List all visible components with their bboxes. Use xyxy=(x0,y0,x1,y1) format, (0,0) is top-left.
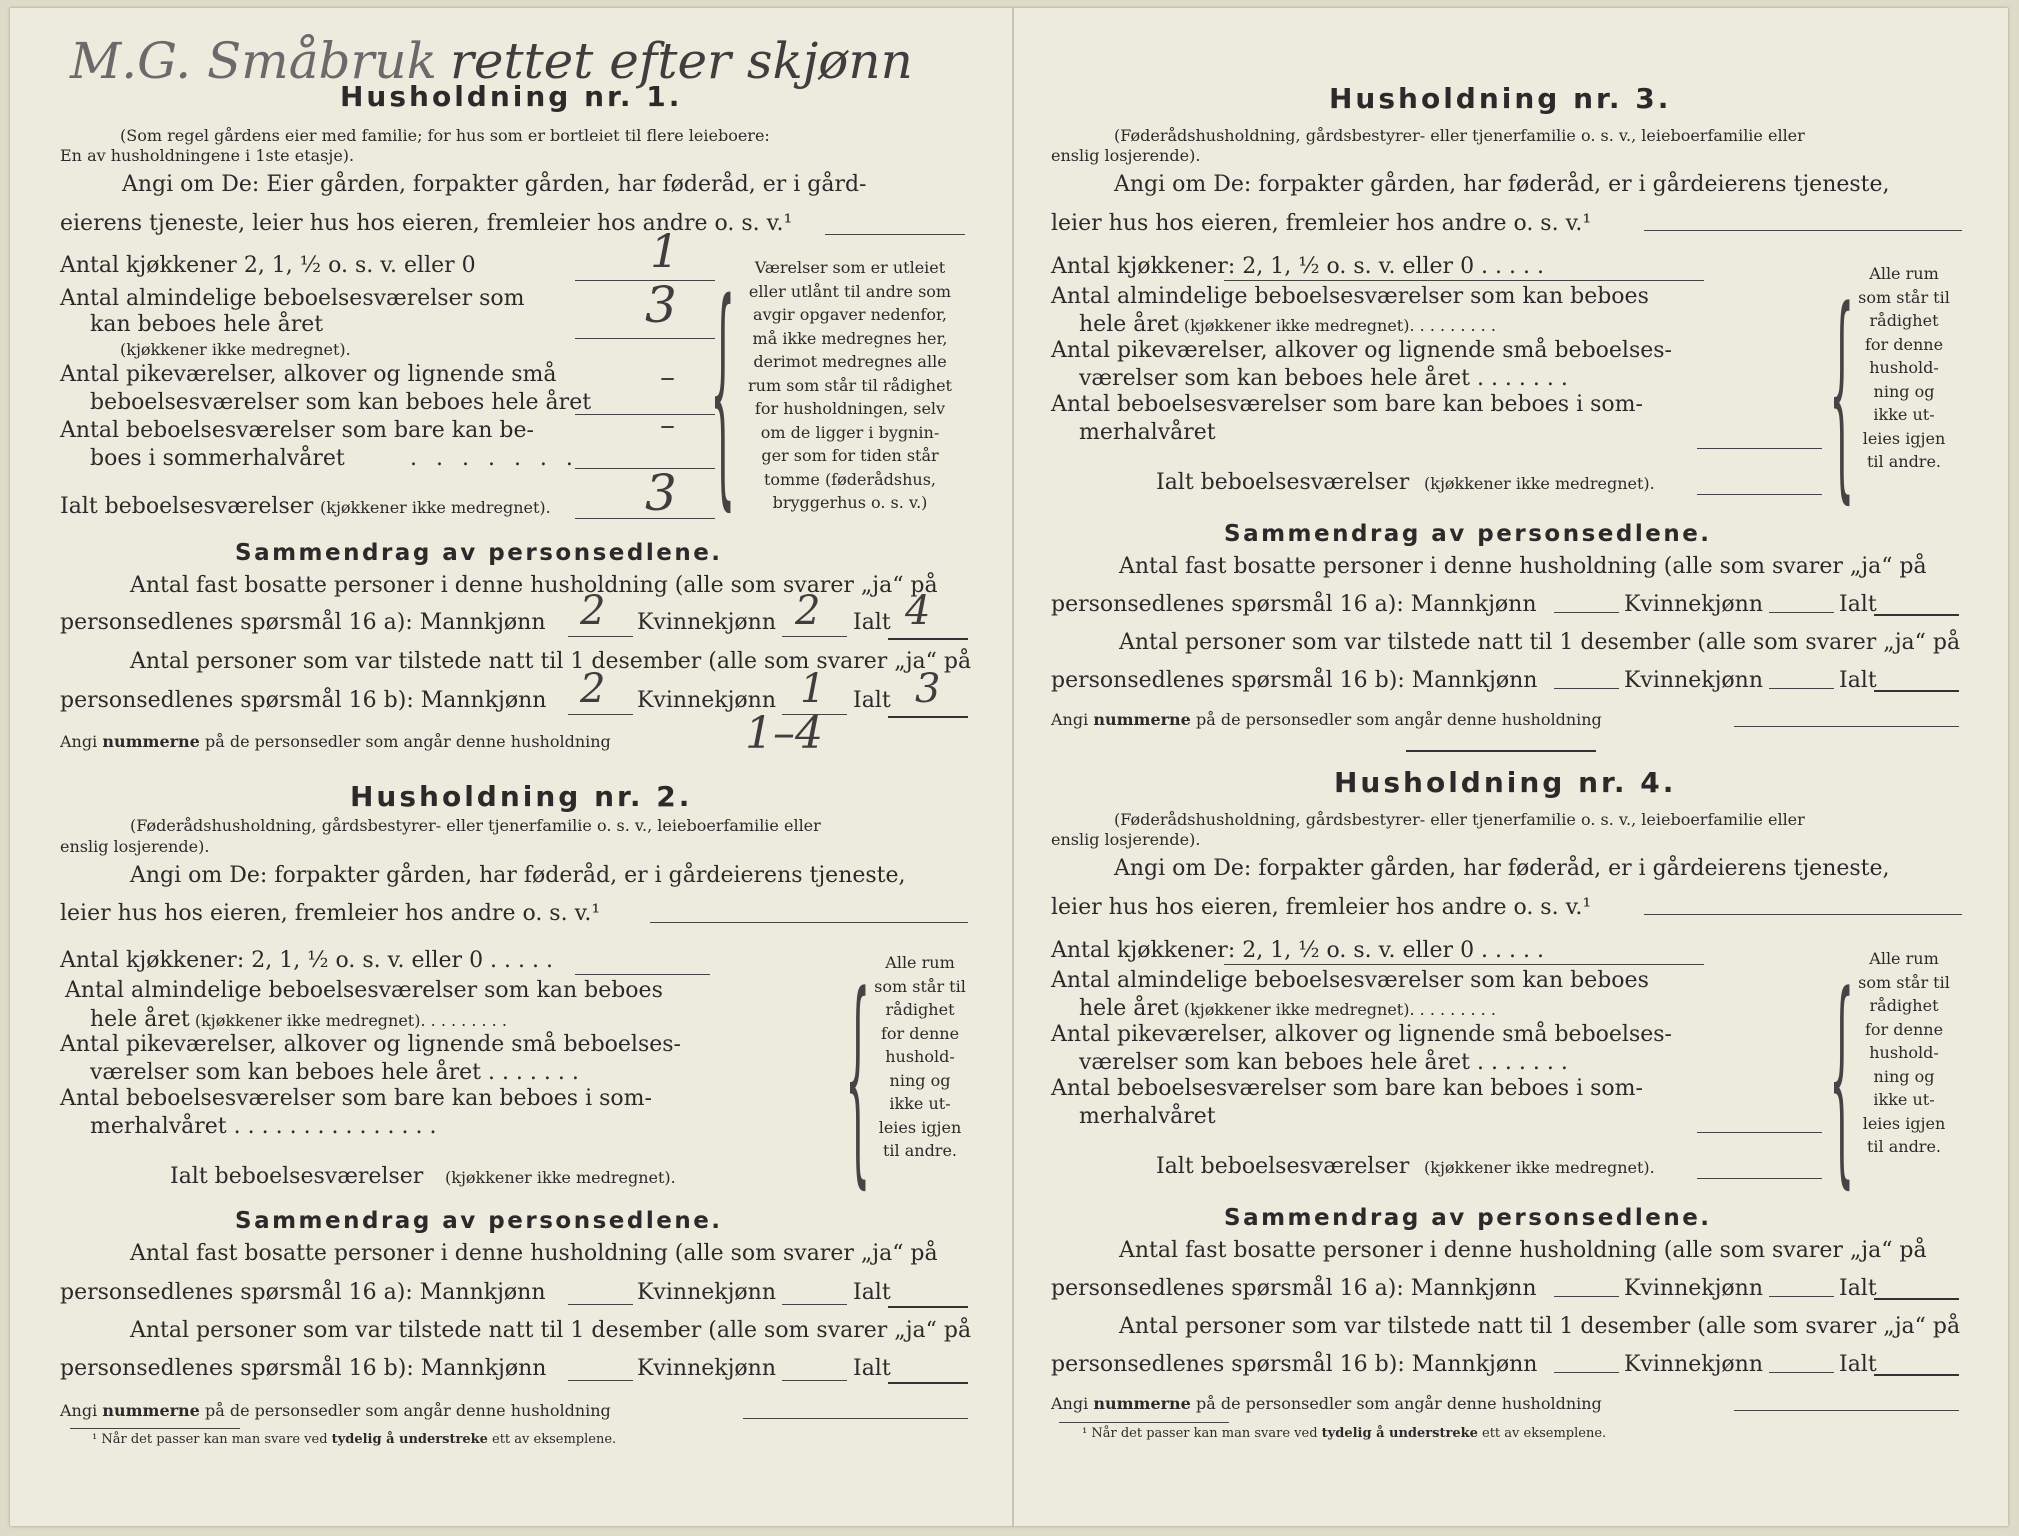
h4-16b-intro: Antal personer som var tilstede natt til 1 desember (alle som svarer „ja“ på xyxy=(1119,1314,1961,1339)
h3-angi-b: leier hus hos eieren, fremleier hos andre o. s. v.¹ xyxy=(1051,211,1592,236)
census-form-sheet xyxy=(10,8,2008,1526)
h3-16a-female-line xyxy=(1769,612,1834,613)
h4-16b-male-line xyxy=(1554,1372,1619,1373)
h3-note-line: Alle rum xyxy=(1869,264,1939,283)
h3-note-line: rådighet xyxy=(1869,311,1939,330)
h1-numbers-line xyxy=(60,732,611,751)
h1-kitchens-label: Antal kjøkkener 2, 1, ½ o. s. v. eller 0 xyxy=(60,253,476,278)
h4-note-b: enslig losjerende). xyxy=(1051,830,1201,849)
h4-16b-female-line xyxy=(1769,1372,1834,1373)
h2-angi-b: leier hus hos eieren, fremleier hos andre o. s. v.¹ xyxy=(60,901,601,926)
h4-16b-total-line xyxy=(1874,1374,1959,1376)
h2-numbers-c: på de personsedler som angår denne husholdning xyxy=(204,1401,611,1420)
h1-16b-total-label: Ialt xyxy=(853,688,891,713)
h4-16a-male-line xyxy=(1554,1296,1619,1297)
h1-16a-male: 2 xyxy=(580,588,606,634)
h2-kitchens-label: Antal kjøkkener: 2, 1, ½ o. s. v. eller 0 . . . . . xyxy=(60,948,553,973)
h3-rooms-c: (kjøkkener ikke medregnet). . . . . . . . . xyxy=(1183,316,1496,335)
h1-angi-a: Angi om De: Eier gården, forpakter gården, har føderåd, er i gård- xyxy=(122,172,867,197)
h4-note-a: (Føderådshusholdning, gårdsbestyrer- eller tjenerfamilie o. s. v., leieboerfamilie eller xyxy=(1114,810,1805,829)
h2-small-a: Antal pikeværelser, alkover og lignende små beboelses- xyxy=(60,1032,681,1057)
h4-numbers-c: på de personsedler som angår denne husholdning xyxy=(1195,1394,1602,1413)
h2-total-label: Ialt beboelsesværelser xyxy=(170,1164,424,1189)
h4-rooms-a: Antal almindelige beboelsesværelser som kan beboes xyxy=(1051,968,1649,993)
h1-note-line: eller utlånt til andre som xyxy=(748,281,952,301)
left-footnote-b: tydelig å understreke xyxy=(331,1432,488,1447)
h4-small-a: Antal pikeværelser, alkover og lignende små beboelses- xyxy=(1051,1022,1672,1047)
h2-note-line: til andre. xyxy=(882,1141,958,1160)
h4-numbers-a: Angi xyxy=(1051,1394,1089,1413)
h4-note-line: til andre. xyxy=(1866,1137,1942,1156)
h2-16b-intro: Antal personer som var tilstede natt til 1 desember (alle som svarer „ja“ på xyxy=(130,1318,972,1343)
left-footnote-a: ¹ Når det passer kan man svare ved xyxy=(92,1432,328,1447)
h4-total-line xyxy=(1697,1178,1822,1179)
h3-title: Husholdning nr. 3. xyxy=(1329,82,1672,115)
h4-note-line: ikke ut- xyxy=(1873,1090,1935,1109)
h4-16a-total-label: Ialt xyxy=(1839,1276,1877,1301)
h3-note-line: til andre. xyxy=(1866,452,1942,471)
h1-title: Husholdning nr. 1. xyxy=(340,80,683,113)
h1-16a-question: personsedlenes spørsmål 16 a): Mannkjønn xyxy=(60,610,546,635)
h2-numbers-line xyxy=(60,1401,611,1420)
h1-16b-male-line xyxy=(568,714,633,715)
h3-brace: { xyxy=(1829,268,1855,526)
h4-summer-a: Antal beboelsesværelser som bare kan beboes i som- xyxy=(1051,1076,1643,1101)
h4-16a-question: personsedlenes spørsmål 16 a): Mannkjønn xyxy=(1051,1276,1537,1301)
h2-note-line: ning og xyxy=(889,1070,951,1090)
h2-angi-answer-line xyxy=(650,922,968,923)
h3-note-line: ikke ut- xyxy=(1873,405,1935,424)
h1-rooms-a: Antal almindelige beboelsesværelser som xyxy=(60,286,525,311)
h2-16a-total-line xyxy=(888,1306,968,1308)
h1-16b-total-line xyxy=(888,716,968,718)
h1-note-line: Værelser som er utleiet xyxy=(754,258,946,277)
h4-16a-female-line xyxy=(1769,1296,1834,1297)
h1-summer-b: boes i sommerhalvåret xyxy=(90,446,345,471)
h1-16b-female: 1 xyxy=(800,666,826,712)
h2-16b-question: personsedlenes spørsmål 16 b): Mannkjønn xyxy=(60,1356,547,1381)
h2-16a-female-label: Kvinnekjønn xyxy=(637,1280,776,1305)
h1-16a-intro: Antal fast bosatte personer i denne husholdning (alle som svarer „ja“ på xyxy=(130,573,938,598)
h4-kitchens-label: Antal kjøkkener: 2, 1, ½ o. s. v. eller 0 . . . . . xyxy=(1051,938,1544,963)
h1-note-line: må ikke medregnes her, xyxy=(752,328,948,348)
h1-total-value: 3 xyxy=(645,464,677,522)
h4-rooms-b: hele året xyxy=(1079,996,1179,1021)
h4-note-line: for denne xyxy=(1864,1019,1944,1039)
h4-16a-female-label: Kvinnekjønn xyxy=(1624,1276,1763,1301)
h2-note-a: (Føderådshusholdning, gårdsbestyrer- eller tjenerfamilie o. s. v., leieboerfamilie eller xyxy=(130,816,821,835)
h3-rooms-a: Antal almindelige beboelsesværelser som kan beboes xyxy=(1051,284,1649,309)
h2-note-line: hushold- xyxy=(885,1047,955,1066)
h3-side-note xyxy=(1849,262,1959,474)
h1-numbers-a: Angi xyxy=(60,732,98,751)
h1-note-line: om de ligger i bygnin- xyxy=(760,422,940,442)
h4-numbers-line xyxy=(1051,1394,1602,1413)
h4-note-line: rådighet xyxy=(1869,996,1939,1015)
h4-angi-b: leier hus hos eieren, fremleier hos andre o. s. v.¹ xyxy=(1051,895,1592,920)
h2-note-line: ikke ut- xyxy=(889,1094,951,1113)
page-fold xyxy=(1012,8,1014,1526)
h2-brace: { xyxy=(845,953,871,1211)
h1-note-line: avgir opgaver nedenfor, xyxy=(753,305,947,324)
h2-kitchens-line xyxy=(575,974,710,975)
h2-total-note: (kjøkkener ikke medregnet). xyxy=(445,1168,676,1187)
h2-16a-female-line xyxy=(782,1304,847,1305)
h3-angi-answer-line xyxy=(1644,230,1962,231)
h2-16b-total-line xyxy=(888,1382,968,1384)
h1-16a-total-label: Ialt xyxy=(853,610,891,635)
h2-note-line: Alle rum xyxy=(885,953,955,972)
h3-16a-question: personsedlenes spørsmål 16 a): Mannkjønn xyxy=(1051,592,1537,617)
h1-note-line: tomme (føderådshus, xyxy=(763,469,936,489)
h1-rooms-c: (kjøkkener ikke medregnet). xyxy=(120,340,351,359)
h4-side-note xyxy=(1849,947,1959,1159)
h4-rooms-c: (kjøkkener ikke medregnet). . . . . . . . . xyxy=(1183,1000,1496,1019)
h3-16b-total-label: Ialt xyxy=(1839,668,1877,693)
h3-numbers-b: nummerne xyxy=(1093,710,1191,729)
h3-small-a: Antal pikeværelser, alkover og lignende små beboelses- xyxy=(1051,338,1672,363)
h2-numbers-b: nummerne xyxy=(102,1401,200,1420)
h3-16b-male-line xyxy=(1554,688,1619,689)
h3-16b-intro: Antal personer som var tilstede natt til 1 desember (alle som svarer „ja“ på xyxy=(1119,630,1961,655)
h4-note-line: ning og xyxy=(1873,1066,1935,1086)
h2-16a-intro: Antal fast bosatte personer i denne husholdning (alle som svarer „ja“ på xyxy=(130,1241,938,1266)
h3-16b-female-line xyxy=(1769,688,1834,689)
h1-16a-total: 4 xyxy=(905,588,931,634)
h1-summary-title: Sammendrag av personsedlene. xyxy=(235,540,723,566)
h1-note-b: En av husholdningene i 1ste etasje). xyxy=(60,146,355,165)
h1-16a-male-line xyxy=(568,636,633,637)
h2-numbers-a: Angi xyxy=(60,1401,98,1420)
h3-numbers-line xyxy=(1051,710,1602,729)
h4-note-line: hushold- xyxy=(1869,1043,1939,1062)
h2-note-line: som står til xyxy=(874,976,966,996)
h3-kitchens-line xyxy=(1224,280,1704,281)
section-divider xyxy=(1406,750,1596,752)
h1-total-note: (kjøkkener ikke medregnet). xyxy=(320,498,551,517)
h1-side-note xyxy=(735,256,965,515)
h2-16b-female-label: Kvinnekjønn xyxy=(637,1356,776,1381)
h1-16a-female-label: Kvinnekjønn xyxy=(637,610,776,635)
h2-rooms-line2 xyxy=(90,1007,507,1032)
h1-16a-total-line xyxy=(888,638,968,640)
h4-summary-title: Sammendrag av personsedlene. xyxy=(1224,1205,1712,1231)
h2-16b-female-line xyxy=(782,1380,847,1381)
h4-angi-a: Angi om De: forpakter gården, har føderåd, er i gårdeierens tjeneste, xyxy=(1114,856,1890,881)
h3-rooms-b: hele året xyxy=(1079,312,1179,337)
h3-16b-question: personsedlenes spørsmål 16 b): Mannkjønn xyxy=(1051,668,1538,693)
h2-16a-question: personsedlenes spørsmål 16 a): Mannkjønn xyxy=(60,1280,546,1305)
h1-note-line: for husholdningen, selv xyxy=(754,399,946,418)
h3-note-line: som står til xyxy=(1858,287,1950,307)
h1-rooms-b: kan beboes hele året xyxy=(90,312,324,337)
right-page xyxy=(1014,8,2008,1526)
h1-small-value: – xyxy=(660,360,675,395)
h4-16a-intro: Antal fast bosatte personer i denne husholdning (alle som svarer „ja“ på xyxy=(1119,1238,1927,1263)
h1-small-b: beboelsesværelser som kan beboes hele året xyxy=(90,390,592,415)
h3-16a-total-line xyxy=(1874,614,1959,616)
h3-note-line: for denne xyxy=(1864,334,1944,354)
h3-summary-title: Sammendrag av personsedlene. xyxy=(1224,521,1712,547)
h3-note-line: leies igjen xyxy=(1862,428,1946,448)
h2-summer-b: merhalvåret . . . . . . . . . . . . . . . xyxy=(90,1114,437,1139)
h2-16a-total-label: Ialt xyxy=(853,1280,891,1305)
h1-summer-value: – xyxy=(660,408,675,443)
h4-rooms-line2 xyxy=(1079,996,1496,1021)
h2-side-note xyxy=(865,951,975,1163)
h2-rooms-a: Antal almindelige beboelsesværelser som kan beboes xyxy=(65,978,663,1003)
h3-angi-a: Angi om De: forpakter gården, har føderåd, er i gårdeierens tjeneste, xyxy=(1114,172,1890,197)
h3-total-note: (kjøkkener ikke medregnet). xyxy=(1424,474,1655,493)
h4-16b-female-label: Kvinnekjønn xyxy=(1624,1352,1763,1377)
h4-16b-question: personsedlenes spørsmål 16 b): Mannkjønn xyxy=(1051,1352,1538,1377)
h3-numbers-a: Angi xyxy=(1051,710,1089,729)
h1-note-line: bryggerhus o. s. v.) xyxy=(772,493,928,512)
h1-summer-a: Antal beboelsesværelser som bare kan be- xyxy=(60,418,534,443)
h2-note-line: for denne xyxy=(880,1023,960,1043)
left-footnote-rule xyxy=(70,1428,240,1429)
h2-16b-total-label: Ialt xyxy=(853,1356,891,1381)
left-footnote xyxy=(92,1432,616,1447)
h3-note-b: enslig losjerende). xyxy=(1051,146,1201,165)
h2-rooms-b: hele året xyxy=(90,1007,190,1032)
h4-note-line: Alle rum xyxy=(1869,949,1939,968)
h1-numbers-b: nummerne xyxy=(102,732,200,751)
h1-total-label: Ialt beboelsesværelser xyxy=(60,494,314,519)
h4-total-note: (kjøkkener ikke medregnet). xyxy=(1424,1158,1655,1177)
h1-16b-male: 2 xyxy=(580,666,606,712)
h2-rooms-c: (kjøkkener ikke medregnet). . . . . . . . . xyxy=(194,1011,507,1030)
h3-total-line xyxy=(1697,494,1822,495)
right-footnote-c: ett av eksemplene. xyxy=(1482,1426,1607,1441)
h4-small-b: værelser som kan beboes hele året . . . . . . . xyxy=(1079,1050,1568,1075)
h1-16b-total: 3 xyxy=(915,666,941,712)
h1-numbers-c: på de personsedler som angår denne husholdning xyxy=(204,732,611,751)
h4-16b-total-label: Ialt xyxy=(1839,1352,1877,1377)
h1-small-line xyxy=(575,414,715,415)
h3-note-a: (Føderådshusholdning, gårdsbestyrer- eller tjenerfamilie o. s. v., leieboerfamilie eller xyxy=(1114,126,1805,145)
h4-brace: { xyxy=(1829,953,1855,1211)
h1-16a-female-line xyxy=(782,636,847,637)
h1-kitchens-value: 1 xyxy=(650,224,680,278)
handwritten-name: M.G. Småbruk xyxy=(70,32,437,90)
h4-note-line: leies igjen xyxy=(1862,1113,1946,1133)
handwritten-remark: rettet efter skjønn xyxy=(450,32,913,90)
left-page xyxy=(10,8,1012,1526)
left-footnote-c: ett av eksemplene. xyxy=(492,1432,617,1447)
h1-16b-question: personsedlenes spørsmål 16 b): Mannkjønn xyxy=(60,688,547,713)
h1-16b-female-label: Kvinnekjønn xyxy=(637,688,776,713)
h2-note-line: leies igjen xyxy=(878,1117,962,1137)
h3-16a-total-label: Ialt xyxy=(1839,592,1877,617)
h1-angi-b: eierens tjeneste, leier hus hos eieren, fremleier hos andre o. s. v.¹ xyxy=(60,211,793,236)
h2-note-b: enslig losjerende). xyxy=(60,837,210,856)
h1-note-line: derimot medregnes alle xyxy=(753,352,947,371)
h3-summer-b: merhalvåret xyxy=(1079,420,1216,445)
h3-total-label: Ialt beboelsesværelser xyxy=(1156,470,1410,495)
h1-16a-female: 2 xyxy=(795,588,821,634)
h3-16b-total-line xyxy=(1874,690,1959,692)
h1-note-a: (Som regel gårdens eier med familie; for hus som er bortleiet til flere leieboere: xyxy=(120,126,770,145)
h4-title: Husholdning nr. 4. xyxy=(1334,766,1677,799)
h1-16b-intro: Antal personer som var tilstede natt til 1 desember (alle som svarer „ja“ på xyxy=(130,649,972,674)
h2-angi-a: Angi om De: forpakter gården, har føderåd, er i gårdeierens tjeneste, xyxy=(130,863,906,888)
h2-16b-male-line xyxy=(568,1380,633,1381)
h3-16a-female-label: Kvinnekjønn xyxy=(1624,592,1763,617)
h4-total-label: Ialt beboelsesværelser xyxy=(1156,1154,1410,1179)
h2-summary-title: Sammendrag av personsedlene. xyxy=(235,1208,723,1234)
h3-summer-a: Antal beboelsesværelser som bare kan beboes i som- xyxy=(1051,392,1643,417)
h3-numbers-rule xyxy=(1734,726,1959,727)
h3-summer-line xyxy=(1697,448,1822,449)
h3-16a-intro: Antal fast bosatte personer i denne husholdning (alle som svarer „ja“ på xyxy=(1119,554,1927,579)
right-footnote-rule xyxy=(1059,1422,1229,1423)
right-footnote-b: tydelig å understreke xyxy=(1321,1426,1478,1441)
h2-numbers-line-rule xyxy=(743,1418,968,1419)
right-footnote xyxy=(1082,1426,1606,1441)
h4-kitchens-line xyxy=(1224,964,1704,965)
h2-note-line: rådighet xyxy=(885,1000,955,1019)
h1-rooms-line xyxy=(575,338,715,339)
h1-brace: { xyxy=(710,258,736,534)
h2-title: Husholdning nr. 2. xyxy=(350,780,693,813)
h3-16b-female-label: Kvinnekjønn xyxy=(1624,668,1763,693)
h3-rooms-line2 xyxy=(1079,312,1496,337)
h3-note-line: hushold- xyxy=(1869,358,1939,377)
h2-small-b: værelser som kan beboes hele året . . . . . . . xyxy=(90,1060,579,1085)
h4-angi-answer-line xyxy=(1644,914,1962,915)
h1-note-line: rum som står til rådighet xyxy=(748,375,952,395)
h2-16a-male-line xyxy=(568,1304,633,1305)
h1-small-a: Antal pikeværelser, alkover og lignende små xyxy=(60,362,557,387)
h1-rooms-value: 3 xyxy=(645,276,677,334)
h2-summer-a: Antal beboelsesværelser som bare kan beboes i som- xyxy=(60,1086,652,1111)
right-footnote-a: ¹ Når det passer kan man svare ved xyxy=(1082,1426,1318,1441)
h4-summer-line xyxy=(1697,1132,1822,1133)
h3-numbers-c: på de personsedler som angår denne husholdning xyxy=(1195,710,1602,729)
h4-numbers-b: nummerne xyxy=(1093,1394,1191,1413)
h3-note-line: ning og xyxy=(1873,381,1935,401)
h4-summer-b: merhalvåret xyxy=(1079,1104,1216,1129)
h3-small-b: værelser som kan beboes hele året . . . . . . . xyxy=(1079,366,1568,391)
h4-16a-total-line xyxy=(1874,1298,1959,1300)
h4-note-line: som står til xyxy=(1858,972,1950,992)
h1-summer-dots: . . . . . . . xyxy=(410,446,579,471)
h3-16a-male-line xyxy=(1554,612,1619,613)
h3-kitchens-label: Antal kjøkkener: 2, 1, ½ o. s. v. eller 0 . . . . . xyxy=(1051,254,1544,279)
h1-numbers-value: 1–4 xyxy=(745,708,823,759)
h4-numbers-rule xyxy=(1734,1410,1959,1411)
h1-angi-answer-line xyxy=(825,234,965,235)
h1-note-line: ger som for tiden står xyxy=(761,446,939,465)
